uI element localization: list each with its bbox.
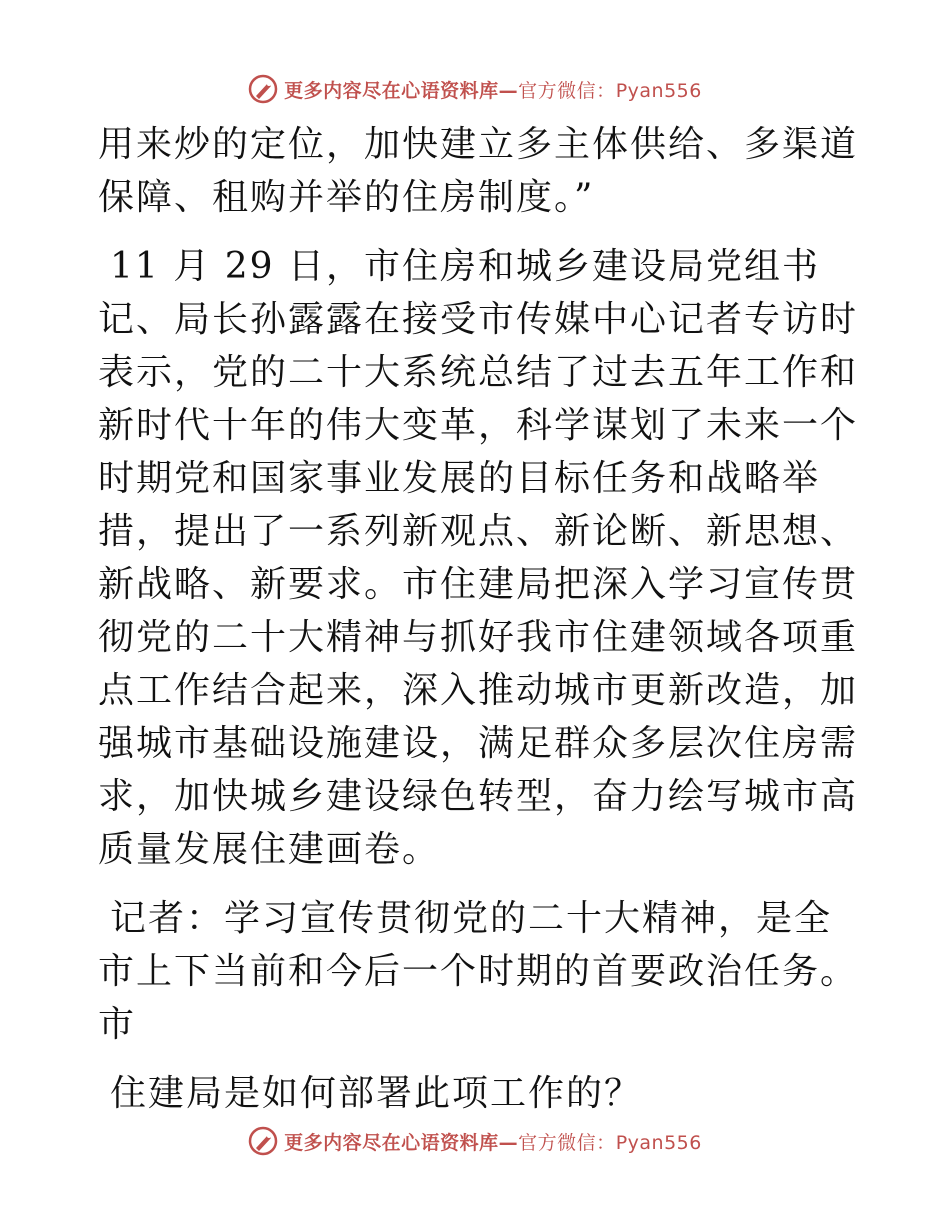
paragraph-4: 住建局是如何部署此项工作的？ (110, 1073, 643, 1114)
watermark-dash: — (498, 79, 519, 102)
footer-watermark (0, 1124, 950, 1158)
paragraph-3: 记者：学习宣传贯彻党的二十大精神，是全市上下当前和今后一个时期的首要政治任务。市 (98, 898, 859, 1045)
watermark-brand: 更多内容尽在心语资料库 (284, 79, 499, 102)
paragraph-2: 11 月 29 日，市住房和城乡建设局党组书记、局长孙露露在接受市传媒中心记者专访时表示，党的二十大系统总结了过去五年工作和新时代十年的伟大变革，科学谋划了未来一个时期党和国家事业发展的目标任务和战略举措，提出了一系列新观点、新论断、新思想、新战略、新要求。市住建局把深入学习宣传贯彻党的二十大精神与抓好我市住建领域各项重点工作结合起来，深入推动城市更新改造，加强城市基础设施建设，满足群众多层次住房需求，加快城乡建设绿色转型，奋力绘写城市高质量发展住建画卷。 (98, 246, 859, 870)
document-body (98, 118, 858, 1120)
header-watermark (0, 72, 950, 106)
watermark-wechat-id: Pyan556 (615, 1131, 702, 1154)
watermark-text (284, 1128, 702, 1155)
watermark-wechat-label: 官方微信： (518, 79, 616, 102)
watermark-wechat-label: 官方微信： (518, 1131, 616, 1154)
pen-logo-icon (248, 74, 278, 104)
watermark-wechat-id: Pyan556 (615, 79, 702, 102)
watermark-text (284, 76, 702, 103)
watermark-dash: — (498, 1131, 519, 1154)
paragraph-1: 用来炒的定位，加快建立多主体供给、多渠道保障、租购并举的住房制度。” (98, 124, 859, 218)
pen-logo-icon (248, 1126, 278, 1156)
watermark-brand: 更多内容尽在心语资料库 (284, 1131, 499, 1154)
